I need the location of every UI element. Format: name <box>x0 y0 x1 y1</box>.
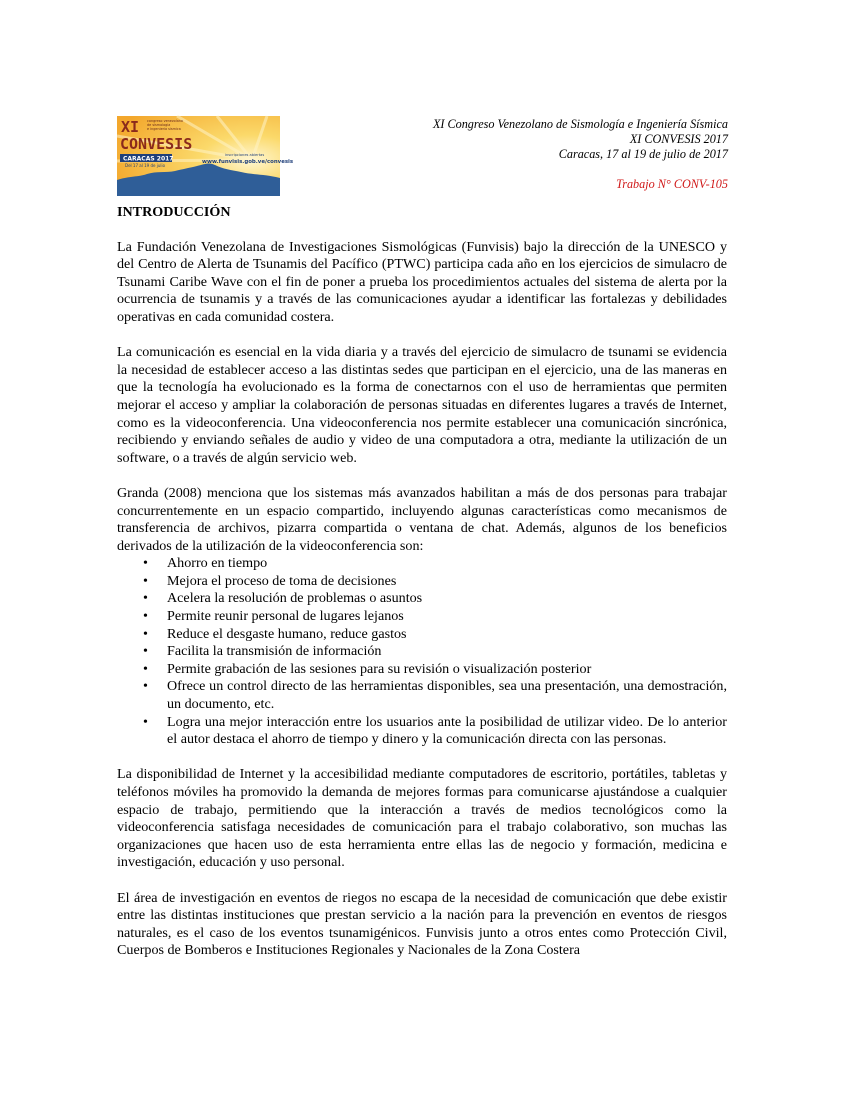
conference-name: XI Congreso Venezolano de Sismología e Ingeniería Sísmica <box>432 117 728 131</box>
logo-tagline-3: e ingenieria sismica <box>147 127 181 131</box>
logo-url: www.funvisis.gob.ve/convesis <box>202 159 294 165</box>
conference-location-dates: Caracas, 17 al 19 de julio de 2017 <box>558 147 728 161</box>
bullet-icon: • <box>143 555 148 572</box>
list-item <box>117 643 727 661</box>
logo-roman-numeral: XI <box>121 118 140 136</box>
bullet-icon: • <box>143 643 148 660</box>
logo-dates: Del 17 al 19 de julio <box>125 163 166 168</box>
convesis-logo-graphic <box>117 116 294 196</box>
list-item-text: Permite grabación de las sesiones para su revisión o visualización posterior <box>167 660 592 677</box>
logo-tagline-2: de sismologia <box>147 123 171 127</box>
logo-inscriptions: inscripciones abiertas <box>225 153 265 157</box>
list-item <box>117 608 727 626</box>
list-item-text: Facilita la transmisión de información <box>167 643 382 660</box>
list-item <box>117 590 727 608</box>
list-item-text: Acelera la resolución de problemas o asuntos <box>167 590 423 607</box>
document-body <box>117 204 727 978</box>
list-item-text: Ofrece un control directo de las herramientas disponibles, sea una presentación, una demostración, un documento, etc. <box>167 678 727 713</box>
paper-reference: Trabajo N° CONV-105 <box>616 177 728 191</box>
paragraph-3: Granda (2008) menciona que los sistemas más avanzados habilitan a más de dos personas para trabajar concurrentemente en un espacio compartido, incluyendo algunas características como mecanismos de transferencia de archivos, pizarra compartida o ventana de chat. Además, algunos de los beneficios derivados de la utilización de la videoconferencia son: <box>117 484 727 554</box>
list-item-text: Reduce el desgaste humano, reduce gastos <box>167 625 407 642</box>
logo-title: CONVESIS <box>120 135 193 153</box>
bullet-icon: • <box>143 678 148 695</box>
paragraph-2: La comunicación es esencial en la vida diaria y a través del ejercicio de simulacro de tsunami se evidencia la necesidad de establecer acceso a las distintas sedes que participan en el ejercicio, una de las maneras en que la tecnología ha evolucionado es la forma de conectarnos con el uso de herramientas que permiten mejorar el acceso y ampliar la colaboración de personas situadas en diferentes lugares a través de Internet, como es la videoconferencia. Una videoconferencia nos permite establecer una comunicación sincrónica, recibiendo y enviando señales de audio y video de una computadora a otra, mediante la utilización de un software, o a través de algún servicio web. <box>117 344 727 466</box>
benefits-list <box>117 555 727 749</box>
bullet-icon: • <box>143 608 148 625</box>
conference-header <box>433 117 728 192</box>
paragraph-5: El área de investigación en eventos de riegos no escapa de la necesidad de comunicación que debe existir entre las distintas instituciones que prestan servicio a la nación para la prevención en eventos de riesgos naturales, es el caso de los eventos tsunamigénicos. Funvisis junto a otros entes como Protección Civil, Cuerpos de Bomberos e Instituciones Regionales y Nacionales de la Zona Costera <box>117 889 727 959</box>
list-item-text: Logra una mejor interacción entre los usuarios ante la posibilidad de utilizar video. De lo anterior el autor destaca el ahorro de tiempo y dinero y la comunicación directa con las personas. <box>167 713 727 748</box>
bullet-icon: • <box>143 625 148 642</box>
logo-tagline-1: congreso venezolano <box>147 119 183 123</box>
bullet-icon: • <box>143 590 148 607</box>
bullet-icon: • <box>143 713 148 730</box>
list-item <box>117 661 727 679</box>
list-item <box>117 573 727 591</box>
list-item <box>117 626 727 644</box>
paragraph-1: La Fundación Venezolana de Investigaciones Sismológicas (Funvisis) bajo la dirección de la UNESCO y del Centro de Alerta de Tsunamis del Pacífico (PTWC) participa cada año en los ejercicios de simulacro de Tsunami Caribe Wave con el fin de poner a prueba los procedimientos actuales del sistema de alerta por la ocurrencia de tsunamis y a través de las comunicaciones ayudar a identificar las fortalezas y debilidades operativas en cada comunidad costera. <box>117 238 727 325</box>
convesis-logo <box>117 116 294 196</box>
list-item-text: Ahorro en tiempo <box>167 555 268 572</box>
list-item <box>117 714 727 749</box>
list-item <box>117 678 727 713</box>
bullet-icon: • <box>143 572 148 589</box>
paragraph-4: La disponibilidad de Internet y la accesibilidad mediante computadores de escritorio, portátiles, tabletas y teléfonos móviles ha promovido la demanda de mejores formas para comunicarse ajustándose a cualquier espacio de trabajo, permitiendo que la interacción a través de medios tecnológicos como la videoconferencia satisfaga necesidades de comunicación para el trabajo colaborativo, son muchas las organizaciones que hacen uso de esta herramienta entre ellas las de negocio y formación, medicina e investigación, educación y uso personal. <box>117 766 727 871</box>
bullet-icon: • <box>143 660 148 677</box>
conference-short-name: XI CONVESIS 2017 <box>629 132 728 146</box>
section-title: INTRODUCCIÓN <box>117 204 231 220</box>
list-item-text: Permite reunir personal de lugares lejanos <box>167 608 404 625</box>
list-item-text: Mejora el proceso de toma de decisiones <box>167 572 397 589</box>
logo-city-badge: CARACAS 2017 <box>123 155 174 163</box>
list-item <box>117 555 727 573</box>
